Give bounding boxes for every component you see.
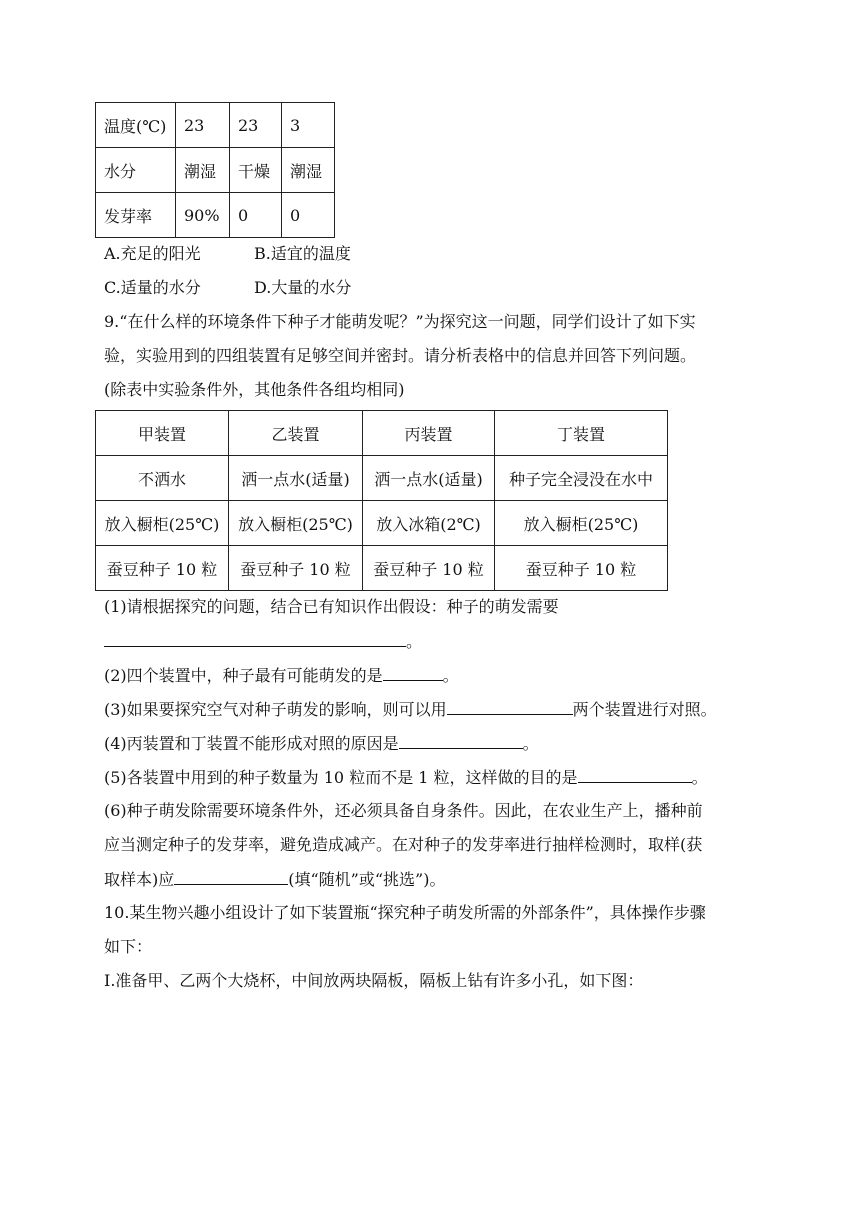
q10-line-2: 如下： bbox=[104, 937, 153, 956]
table-header-cell: 乙装置 bbox=[229, 411, 363, 456]
q9-intro-line-2: 验，实验用到的四组装置有足够空间并密封。请分析表格中的信息并回答下列问题。 bbox=[104, 346, 697, 365]
table-header-cell: 丁装置 bbox=[495, 411, 668, 456]
table-header-cell: 甲装置 bbox=[96, 411, 229, 456]
table-row bbox=[96, 501, 668, 546]
q10-line-1: 10.某生物兴趣小组设计了如下装置瓶“探究种子萌发所需的外部条件”，具体操作步骤 bbox=[104, 903, 706, 922]
table-cell: 0 bbox=[282, 193, 335, 238]
q9-part2-text: (2)四个装置中，种子最有可能萌发的是 bbox=[104, 666, 383, 685]
q9-part1-text: (1)请根据探究的问题，结合已有知识作出假设：种子的萌发需要 bbox=[104, 597, 559, 616]
table-cell: 23 bbox=[230, 103, 282, 148]
table-row bbox=[96, 456, 668, 501]
q8-options-row-2 bbox=[104, 277, 351, 299]
answer-blank[interactable] bbox=[578, 766, 692, 783]
answer-blank[interactable] bbox=[383, 664, 443, 681]
table-cell: 蚕豆种子 10 粒 bbox=[363, 546, 495, 591]
answer-blank[interactable] bbox=[399, 732, 523, 749]
table-cell: 放入橱柜(25℃) bbox=[495, 501, 668, 546]
q9-part3-text: (3)如果要探究空气对种子萌发的影响，则可以用 bbox=[104, 700, 447, 719]
table-cell: 90% bbox=[176, 193, 230, 238]
table-cell: 蚕豆种子 10 粒 bbox=[495, 546, 668, 591]
q9-part2 bbox=[104, 664, 459, 687]
option-a: A.充足的阳光 bbox=[104, 244, 201, 263]
table-cell: 干燥 bbox=[230, 148, 282, 193]
q9-part3 bbox=[104, 698, 717, 721]
q9-part3-text-end: 两个装置进行对照。 bbox=[572, 700, 717, 719]
q9-part4-text: (4)丙装置和丁装置不能形成对照的原因是 bbox=[104, 734, 399, 753]
q9-part6-line-2: 应当测定种子的发芽率，避免造成减产。在对种子的发芽率进行抽样检测时，取样(获 bbox=[104, 835, 703, 854]
table-cell: 3 bbox=[282, 103, 335, 148]
table-cell: 洒一点水(适量) bbox=[229, 456, 363, 501]
table-row bbox=[96, 193, 335, 238]
table-cell: 蚕豆种子 10 粒 bbox=[96, 546, 229, 591]
q8-options-row-1 bbox=[104, 243, 351, 265]
option-b: B.适宜的温度 bbox=[254, 244, 351, 263]
table-cell: 不洒水 bbox=[96, 456, 229, 501]
table-cell: 洒一点水(适量) bbox=[363, 456, 495, 501]
table-cell: 潮湿 bbox=[176, 148, 230, 193]
q9-part6-line-3 bbox=[104, 868, 445, 891]
q9-part1-answer-line bbox=[104, 630, 422, 653]
q9-part6-line-1: (6)种子萌发除需要环境条件外，还必须具备自身条件。因此，在农业生产上，播种前 bbox=[104, 801, 703, 820]
punctuation: 。 bbox=[522, 734, 539, 753]
option-c: C.适量的水分 bbox=[104, 278, 201, 297]
table-cell: 放入橱柜(25℃) bbox=[96, 501, 229, 546]
table-cell: 0 bbox=[230, 193, 282, 238]
q10-line-3: Ⅰ.准备甲、乙两个大烧杯，中间放两块隔板，隔板上钻有许多小孔，如下图： bbox=[104, 971, 644, 990]
q9-part6-text-end: (填“随机”或“挑选”)。 bbox=[288, 870, 446, 889]
table-header-cell: 丙装置 bbox=[363, 411, 495, 456]
table-cell: 发芽率 bbox=[96, 193, 176, 238]
q9-part5-text: (5)各装置中用到的种子数量为 10 粒而不是 1 粒，这样做的目的是 bbox=[104, 768, 578, 787]
table-row bbox=[96, 546, 668, 591]
table-cell: 蚕豆种子 10 粒 bbox=[229, 546, 363, 591]
table-cell: 放入冰箱(2℃) bbox=[363, 501, 495, 546]
table-header-row bbox=[96, 411, 668, 456]
table-cell: 水分 bbox=[96, 148, 176, 193]
answer-blank[interactable] bbox=[447, 698, 573, 715]
table-row bbox=[96, 148, 335, 193]
apparatus-table bbox=[95, 410, 668, 591]
q9-intro-line-3: (除表中实验条件外，其他条件各组均相同) bbox=[104, 380, 405, 399]
punctuation: 。 bbox=[691, 768, 708, 787]
q9-part6-text: 取样本)应 bbox=[104, 870, 175, 889]
table-cell: 温度(℃) bbox=[96, 103, 176, 148]
table-row bbox=[96, 103, 335, 148]
table-cell: 放入橱柜(25℃) bbox=[229, 501, 363, 546]
table-cell: 潮湿 bbox=[282, 148, 335, 193]
germination-rate-table bbox=[95, 102, 335, 238]
punctuation: 。 bbox=[406, 632, 423, 651]
punctuation: 。 bbox=[442, 666, 459, 685]
option-d: D.大量的水分 bbox=[254, 278, 352, 297]
q9-part5 bbox=[104, 766, 708, 789]
answer-blank[interactable] bbox=[174, 868, 288, 885]
table-cell: 23 bbox=[176, 103, 230, 148]
q9-part4 bbox=[104, 732, 539, 755]
q9-intro-line-1: 9.“在什么样的环境条件下种子才能萌发呢？”为探究这一问题，同学们设计了如下实 bbox=[104, 312, 696, 331]
answer-blank[interactable] bbox=[104, 630, 406, 647]
table-cell: 种子完全浸没在水中 bbox=[495, 456, 668, 501]
